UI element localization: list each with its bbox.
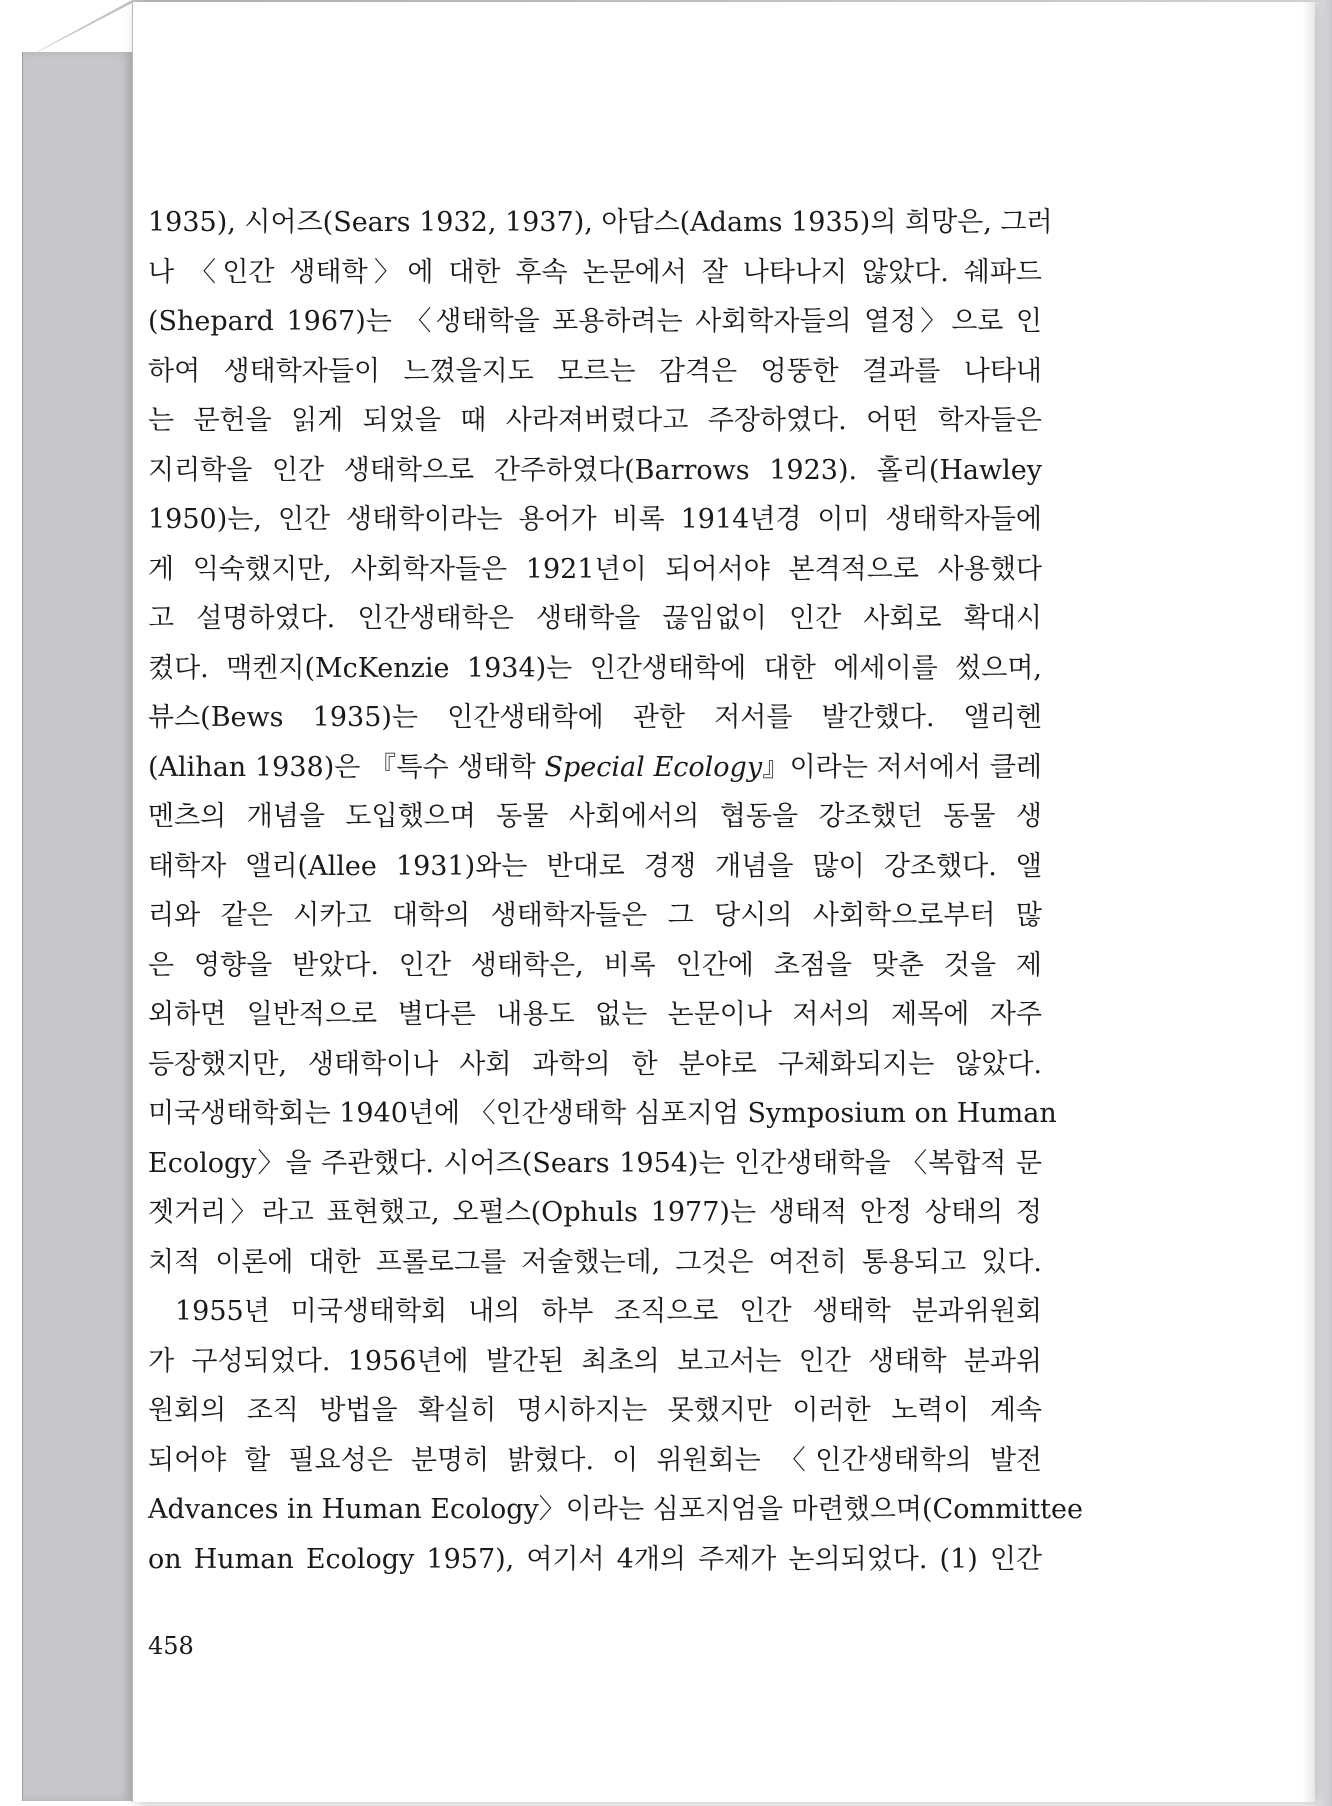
text-line: 등장했지만, 생태학이나 사회 과학의 한 분야로 구체화되지는 않았다. [148,1048,1042,1080]
body-text [148,198,1083,1584]
text-line: 되어야 할 필요성은 분명히 밝혔다. 이 위원회는 〈인간생태학의 발전 [148,1444,1042,1476]
text-line: 1935), 시어즈(Sears 1932, 1937), 아담스(Adams 1935)의 희망은, 그러 [148,207,1053,238]
text-line: 가 구성되었다. 1956년에 발간된 최초의 보고서는 인간 생태학 분과위 [148,1345,1042,1377]
text-line: 멘츠의 개념을 도입했으며 동물 사회에서의 협동을 강조했던 동물 생 [148,801,1042,832]
text-line: 태학자 앨리(Allee 1931)와는 반대로 경쟁 개념을 많이 강조했다. 앨 [148,850,1042,882]
text-line: 는 문헌을 읽게 되었을 때 사라져버렸다고 주장하였다. 어떤 학자들은 [148,405,1042,436]
text-line: 하여 생태학자들이 느꼈을지도 모르는 감격은 엉뚱한 결과를 나타내 [148,355,1042,387]
text-line: 켰다. 맥켄지(McKenzie 1934)는 인간생태학에 대한 에세이를 썼으며, [148,652,1042,684]
italic-title: Special Ecology [544,751,763,783]
text-line: 치적 이론에 대한 프롤로그를 저술했는데, 그것은 여전히 통용되고 있다. [148,1246,1042,1278]
text-line: 젯거리〉라고 표현했고, 오펄스(Ophuls 1977)는 생태적 안정 상태의 정 [148,1197,1042,1228]
page-number: 458 [148,1632,194,1660]
text-line: 지리학을 인간 생태학으로 간주하였다(Barrows 1923). 홀리(Hawley [148,454,1042,486]
text-line: (Shepard 1967)는 〈생태학을 포용하려는 사회학자들의 열정〉으로 인 [148,306,1042,337]
book-spine-edge [22,52,133,1801]
text-line: 고 설명하였다. 인간생태학은 생태학을 끊임없이 인간 사회로 확대시 [148,603,1042,634]
page-right-shadow [1302,0,1332,1806]
text-line: 뷰스(Bews 1935)는 인간생태학에 관한 저서를 발간했다. 앨리헨 [148,702,1042,733]
text-line: 나 〈인간 생태학〉에 대한 후속 논문에서 잘 나타나지 않았다. 쉐파드 [148,256,1042,288]
text-segment: 』이라는 저서에서 클레 [762,751,1042,783]
text-line: 리와 같은 시카고 대학의 생태학자들은 그 당시의 사회학으로부터 많 [148,900,1042,931]
text-line: 1955년 미국생태학회 내의 하부 조직으로 인간 생태학 분과위원회 [175,1296,1042,1327]
text-line: 은 영향을 받았다. 인간 생태학은, 비록 인간에 초점을 맞춘 것을 제 [148,949,1042,981]
text-line: 외하면 일반적으로 별다른 내용도 없는 논문이나 저서의 제목에 자주 [148,999,1042,1030]
text-line: on Human Ecology 1957), 여기서 4개의 주제가 논의되었다. (1) 인간 [148,1543,1042,1575]
text-line-alihan [148,743,1042,793]
text-line: 미국생태학회는 1940년에 〈인간생태학 심포지엄 Symposium on Human [148,1098,1057,1129]
text-line: Ecology〉을 주관했다. 시어즈(Sears 1954)는 인간생태학을 〈복합적 문 [148,1147,1042,1179]
text-line: 1950)는, 인간 생태학이라는 용어가 비록 1914년경 이미 생태학자들에 [148,504,1042,535]
text-line: 게 익숙했지만, 사회학자들은 1921년이 되어서야 본격적으로 사용했다 [148,553,1042,585]
text-segment: (Alihan 1938)은 『특수 생태학 [148,751,545,783]
text-line: Advances in Human Ecology〉이라는 심포지엄을 마련했으며(Committee [148,1494,1083,1525]
text-line: 원회의 조직 방법을 확실히 명시하지는 못했지만 이러한 노력이 계속 [148,1395,1042,1426]
